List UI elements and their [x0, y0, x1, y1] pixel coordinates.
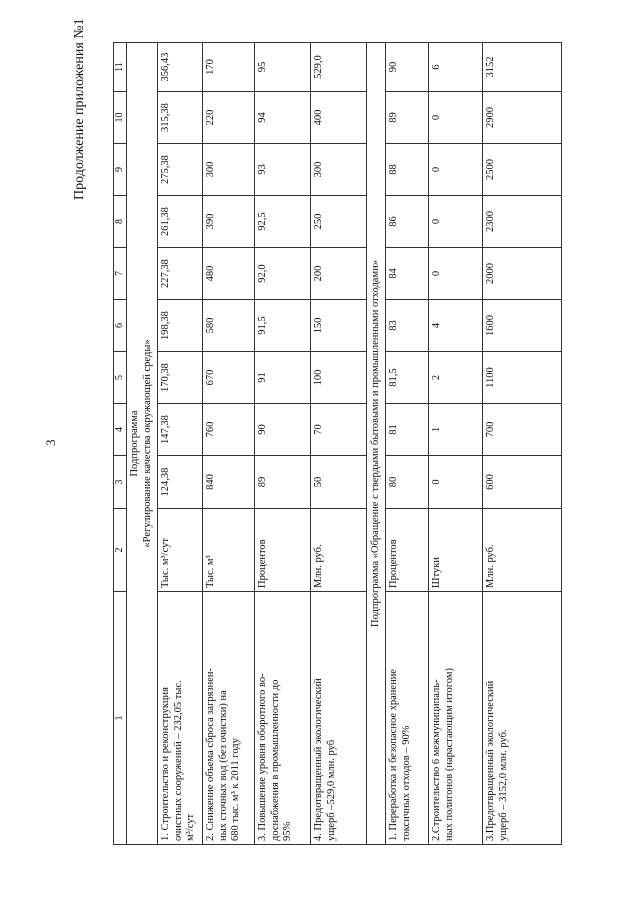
- header-cell: 10: [114, 92, 127, 144]
- subprogram-row: [127, 43, 158, 845]
- header-cell: 4: [114, 404, 127, 456]
- value-cell: 50: [311, 456, 367, 509]
- value-cell: 529,0: [311, 43, 367, 92]
- value-cell: 600: [483, 456, 562, 509]
- header-cell: 7: [114, 248, 127, 300]
- value-cell: 93: [255, 144, 311, 196]
- rotated-table-container: [113, 43, 562, 845]
- unit-cell: Млн. руб.: [483, 509, 562, 592]
- value-cell: 400: [311, 92, 367, 144]
- value-cell: 81: [386, 404, 429, 456]
- value-cell: 840: [203, 456, 255, 509]
- value-cell: 2500: [483, 144, 562, 196]
- value-cell: 1: [429, 404, 483, 456]
- value-cell: 700: [483, 404, 562, 456]
- value-cell: 356,43: [158, 43, 203, 92]
- subprogram-title: [127, 43, 158, 845]
- indicator-cell: 4. Предотвращенный экологический ущерб –529,0 млн. руб: [311, 592, 367, 845]
- value-cell: 227,38: [158, 248, 203, 300]
- value-cell: 3152: [483, 43, 562, 92]
- value-cell: 200: [311, 248, 367, 300]
- value-cell: 86: [386, 196, 429, 248]
- page-number: 3: [43, 439, 58, 446]
- value-cell: 2: [429, 352, 483, 404]
- header-cell: 5: [114, 352, 127, 404]
- unit-cell: Процентов: [386, 509, 429, 592]
- unit-cell: Тыс. м³/сут: [158, 509, 203, 592]
- header-row: [114, 43, 127, 845]
- value-cell: 91,5: [255, 300, 311, 352]
- subprogram-line: Подпрограмма: [129, 410, 141, 477]
- table-row: [255, 43, 311, 845]
- indicator-cell: 1. Переработка и безопасное хранение токсичных отходов – 90%: [386, 592, 429, 845]
- value-cell: 760: [203, 404, 255, 456]
- value-cell: 300: [311, 144, 367, 196]
- indicator-cell: 1. Строительство и реконструкция очистных сооружений – 232,05 тыс. м³/сут: [158, 592, 203, 845]
- value-cell: 1100: [483, 352, 562, 404]
- value-cell: 275,38: [158, 144, 203, 196]
- value-cell: 70: [311, 404, 367, 456]
- value-cell: 92,5: [255, 196, 311, 248]
- indicator-cell: 3. Повышение уровня оборотного во- доснабжения в промышленности до 95%: [255, 592, 311, 845]
- value-cell: 480: [203, 248, 255, 300]
- indicator-cell: 3.Предотвращенный экологический ущерб – 3152,0 млн. руб.: [483, 592, 562, 845]
- table-row: [311, 43, 367, 845]
- value-cell: 390: [203, 196, 255, 248]
- value-cell: 250: [311, 196, 367, 248]
- value-cell: 170,38: [158, 352, 203, 404]
- value-cell: 1600: [483, 300, 562, 352]
- value-cell: 300: [203, 144, 255, 196]
- subprogram-line: «Регулирование качества окружающей среды»: [142, 339, 153, 548]
- header-cell: 3: [114, 456, 127, 509]
- value-cell: 90: [255, 404, 311, 456]
- subprogram-title: Подпрограмма «Обращение с твердыми бытовыми и промышленными отходами»: [367, 43, 386, 845]
- table-row: [483, 43, 562, 845]
- value-cell: 83: [386, 300, 429, 352]
- table-row: [203, 43, 255, 845]
- value-cell: 91: [255, 352, 311, 404]
- value-cell: 95: [255, 43, 311, 92]
- value-cell: 89: [386, 92, 429, 144]
- value-cell: 4: [429, 300, 483, 352]
- value-cell: 124,38: [158, 456, 203, 509]
- value-cell: 0: [429, 92, 483, 144]
- value-cell: 580: [203, 300, 255, 352]
- header-cell: 11: [114, 43, 127, 92]
- header-cell: 8: [114, 196, 127, 248]
- value-cell: 80: [386, 456, 429, 509]
- value-cell: 81,5: [386, 352, 429, 404]
- value-cell: 315,38: [158, 92, 203, 144]
- value-cell: 170: [203, 43, 255, 92]
- value-cell: 2900: [483, 92, 562, 144]
- indicators-table: [113, 42, 562, 845]
- value-cell: 670: [203, 352, 255, 404]
- indicator-cell: 2. Снижение объема сброса загрязнен- ных сточных вод (без очистки) на 680 тыс. м³ к 2011 году: [203, 592, 255, 845]
- value-cell: 89: [255, 456, 311, 509]
- unit-cell: Млн. руб.: [311, 509, 367, 592]
- value-cell: 150: [311, 300, 367, 352]
- header-cell: 2: [114, 509, 127, 592]
- table-row: [158, 43, 203, 845]
- value-cell: 6: [429, 43, 483, 92]
- header-cell: 1: [114, 592, 127, 845]
- value-cell: 147,38: [158, 404, 203, 456]
- value-cell: 90: [386, 43, 429, 92]
- value-cell: 88: [386, 144, 429, 196]
- value-cell: 94: [255, 92, 311, 144]
- unit-cell: Тыс. м³: [203, 509, 255, 592]
- indicator-cell: 2.Строительство 6 межмуниципаль- ных полигонов (нарастающим итогом): [429, 592, 483, 845]
- value-cell: 261,38: [158, 196, 203, 248]
- value-cell: 220: [203, 92, 255, 144]
- value-cell: 0: [429, 456, 483, 509]
- table-row: [386, 43, 429, 845]
- value-cell: 198,38: [158, 300, 203, 352]
- value-cell: 0: [429, 196, 483, 248]
- value-cell: 100: [311, 352, 367, 404]
- value-cell: 2000: [483, 248, 562, 300]
- header-cell: 6: [114, 300, 127, 352]
- unit-cell: Процентов: [255, 509, 311, 592]
- value-cell: 0: [429, 248, 483, 300]
- subprogram-row: [367, 43, 386, 845]
- value-cell: 0: [429, 144, 483, 196]
- header-cell: 9: [114, 144, 127, 196]
- unit-cell: Штуки: [429, 509, 483, 592]
- value-cell: 2300: [483, 196, 562, 248]
- appendix-title: Продолжение приложения №1: [72, 18, 87, 200]
- value-cell: 92,0: [255, 248, 311, 300]
- value-cell: 84: [386, 248, 429, 300]
- table-row: [429, 43, 483, 845]
